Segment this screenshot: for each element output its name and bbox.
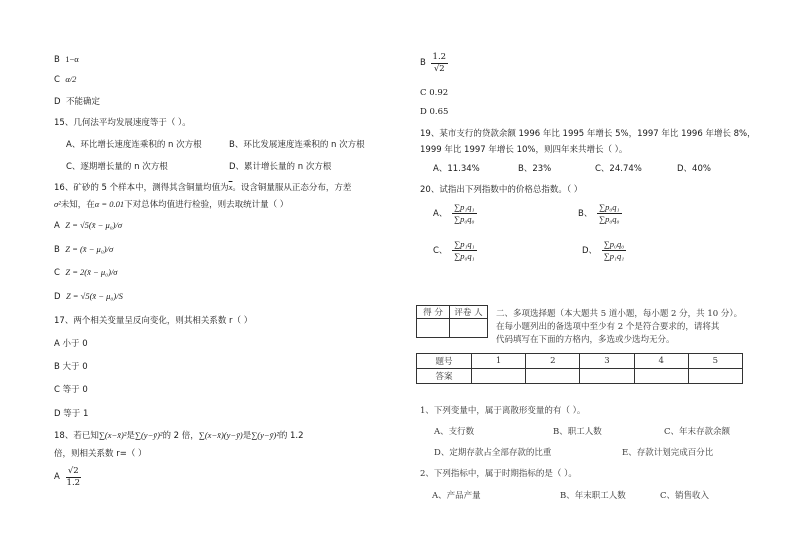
q19-stem-line2: 1999 年比 1997 年增长 10%，则四年来共增长（ ）。 bbox=[420, 145, 628, 155]
q15-option-b: B、环比发展速度连乘积的 n 次方根 bbox=[229, 140, 365, 150]
fraction-numerator: ∑p₀q₀ bbox=[603, 239, 625, 249]
q18-option-b bbox=[420, 53, 450, 73]
section2-instructions-line2: 代码填写在下面的方格内，多选或少选均无分。 bbox=[496, 335, 675, 345]
q14-option-b bbox=[54, 54, 79, 65]
option-formula: Z = (x̄ − μ₀)/σ bbox=[65, 244, 114, 254]
mq2-option-a: A、产品产量 bbox=[432, 491, 481, 501]
q19-option-d: D、40% bbox=[677, 164, 711, 174]
section2-instructions-line1: 在每小题列出的备选项中至少有 2 个是符合要求的，请将其 bbox=[496, 322, 720, 332]
fraction-denominator: ∑p₀q₁ bbox=[454, 250, 475, 261]
answer-table bbox=[416, 353, 743, 384]
q17-option-c: C 等于 0 bbox=[54, 385, 88, 395]
fraction-numerator: ∑p₀q₁ bbox=[599, 202, 620, 212]
q20-option-c bbox=[433, 240, 479, 260]
mq2-option-b: B、年末职工人数 bbox=[560, 491, 626, 501]
q18-option-d: D 0.65 bbox=[420, 107, 449, 117]
sum-expression: ∑(x−x̄)² bbox=[98, 430, 127, 440]
answer-cell[interactable] bbox=[580, 369, 634, 384]
q17-option-d: D 等于 1 bbox=[54, 409, 89, 419]
q17-option-b: B 大于 0 bbox=[54, 362, 88, 372]
option-letter: C、 bbox=[433, 246, 448, 256]
fraction-numerator: ∑p₁q₁ bbox=[454, 202, 475, 212]
option-formula: Z = 2(x̄ − μ₀)/σ bbox=[65, 267, 118, 277]
sum-expression: ∑(y−ȳ)² bbox=[251, 430, 279, 440]
option-letter: D bbox=[54, 97, 61, 107]
q16-stem-line1 bbox=[54, 181, 351, 193]
stem-text: 未知，在 bbox=[60, 200, 95, 210]
option-letter: B bbox=[54, 55, 60, 65]
q16-option-c bbox=[54, 267, 118, 278]
question-number-label: 题号 bbox=[417, 354, 472, 369]
mq1-option-b: B、职工人数 bbox=[553, 427, 602, 437]
q15-option-c: C、逐期增长量的 n 次方根 bbox=[66, 162, 168, 172]
mq1-option-d: D、定期存款占全部存款的比重 bbox=[434, 448, 552, 458]
fraction-numerator: 1.2 bbox=[432, 52, 447, 62]
q16-option-b bbox=[54, 244, 113, 255]
fraction-denominator: ∑p₀q₀ bbox=[454, 213, 475, 224]
sigma-squared: σ² bbox=[54, 199, 61, 209]
q18-stem-line1 bbox=[54, 429, 304, 441]
q16-stem-line2 bbox=[54, 198, 288, 210]
answer-table-header-row bbox=[417, 354, 743, 369]
q16-option-d bbox=[54, 291, 123, 302]
option-letter: D、 bbox=[582, 246, 598, 256]
stem-text: 是 bbox=[242, 431, 252, 441]
option-letter: B、 bbox=[578, 209, 593, 219]
option-letter: C bbox=[54, 268, 60, 278]
x-bar: $\overline{x}$ bbox=[228, 182, 233, 192]
mq2-stem: 2、下列指标中，属于时期指标的是（ ）。 bbox=[420, 469, 577, 479]
mq1-option-a: A、支行数 bbox=[434, 427, 475, 437]
fraction bbox=[452, 203, 476, 223]
score-cell[interactable] bbox=[417, 319, 450, 338]
option-formula: Z = √5(x̄ − μ₀)/S bbox=[65, 291, 123, 301]
mq1-option-e: E、存款计划完成百分比 bbox=[622, 448, 714, 458]
option-formula: 1−α bbox=[65, 54, 79, 64]
stem-text: 。设含铜量服从正态分布，方差 bbox=[232, 183, 352, 193]
sum-expression: ∑(x−x̄)(y−ȳ) bbox=[198, 430, 243, 440]
score-box bbox=[416, 305, 488, 338]
q19-option-c: C、24.74% bbox=[595, 164, 642, 174]
fraction-denominator: ∑p₀q₀ bbox=[599, 213, 620, 224]
q17-option-a: A 小于 0 bbox=[54, 339, 88, 349]
stem-text: 的 1.2 bbox=[278, 431, 304, 441]
q19-stem-line1: 19、某市支行的贷款余额 1996 年比 1995 年增长 5%，1997 年比 1996 年增长 8%， bbox=[420, 129, 756, 139]
question-number: 5 bbox=[688, 354, 742, 369]
q20-stem: 20、试指出下列指数中的价格总指数。（ ） bbox=[420, 185, 583, 195]
mq1-stem: 1、下列变量中，属于离散形变量的有（ ）。 bbox=[420, 406, 586, 416]
q19-option-b: B、23% bbox=[518, 164, 552, 174]
option-letter: A、 bbox=[433, 209, 448, 219]
q17-stem: 17、两个相关变量呈反向变化，则其相关系数 r（ ） bbox=[54, 316, 253, 326]
q14-option-d bbox=[54, 95, 100, 107]
stem-text: 的 2 倍， bbox=[162, 431, 199, 441]
answer-cell[interactable] bbox=[688, 369, 742, 384]
option-letter: A bbox=[54, 472, 60, 482]
mq1-option-c: C、年末存款余额 bbox=[664, 427, 731, 437]
score-header: 得 分 bbox=[417, 306, 450, 319]
fraction bbox=[602, 240, 626, 260]
q20-option-d bbox=[582, 240, 628, 260]
option-text: 不能确定 bbox=[65, 97, 100, 107]
q15-stem: 15、几何法平均发展速度等于（ ）。 bbox=[54, 118, 191, 128]
answer-label: 答案 bbox=[417, 369, 472, 384]
stem-text: 下对总体均值进行检验，则去取统计量（ ） bbox=[124, 200, 289, 210]
fraction bbox=[597, 203, 621, 223]
question-number: 1 bbox=[472, 354, 526, 369]
option-letter: D bbox=[54, 292, 61, 302]
fraction bbox=[65, 467, 83, 487]
sum-expression: ∑(y−ȳ)² bbox=[134, 430, 163, 440]
stem-text: 16、矿砂的 5 个样本中，测得其含铜量均值为 bbox=[54, 183, 229, 193]
fraction-numerator: ∑p₁q₁ bbox=[454, 239, 475, 249]
option-letter: A bbox=[54, 221, 60, 231]
answer-table-answer-row bbox=[417, 369, 743, 384]
q20-option-b bbox=[578, 203, 624, 223]
q18-option-a bbox=[54, 467, 84, 487]
grader-header: 评卷 人 bbox=[450, 306, 488, 319]
q20-option-a bbox=[433, 203, 479, 223]
fraction bbox=[431, 53, 449, 73]
fraction-denominator: ∑p₁q₁ bbox=[603, 250, 625, 261]
q19-option-a: A、11.34% bbox=[433, 164, 480, 174]
question-number: 4 bbox=[634, 354, 688, 369]
option-letter: C bbox=[54, 75, 60, 85]
mq2-option-c: C、销售收入 bbox=[660, 491, 710, 501]
section2-heading: 二、多项选择题（本大题共 5 道小题，每小题 2 分，共 10 分）。 bbox=[496, 309, 743, 319]
fraction-numerator: √2 bbox=[67, 466, 79, 476]
option-letter: B bbox=[54, 245, 60, 255]
q15-option-d: D、累计增长量的 n 次方根 bbox=[229, 162, 332, 172]
option-formula: α/2 bbox=[65, 74, 77, 84]
q18-stem-line2: 倍，则相关系数 r=（ ） bbox=[54, 449, 147, 459]
answer-cell[interactable] bbox=[634, 369, 688, 384]
answer-cell[interactable] bbox=[472, 369, 526, 384]
stem-text: 是 bbox=[126, 431, 135, 441]
fraction-denominator: √2 bbox=[433, 63, 445, 74]
q16-option-a bbox=[54, 220, 122, 231]
option-formula: Z = √5(x̄ − μ₀)/σ bbox=[65, 220, 123, 230]
option-letter: B bbox=[420, 58, 426, 68]
question-number: 3 bbox=[580, 354, 634, 369]
stem-text: 18、若已知 bbox=[54, 431, 99, 441]
q15-option-a: A、环比增长速度连乘积的 n 次方根 bbox=[66, 140, 202, 150]
fraction bbox=[452, 240, 476, 260]
alpha-value: α = 0.01 bbox=[94, 199, 125, 209]
question-number: 2 bbox=[526, 354, 580, 369]
q18-option-c: C 0.92 bbox=[420, 88, 449, 98]
fraction-denominator: 1.2 bbox=[66, 477, 81, 488]
answer-cell[interactable] bbox=[526, 369, 580, 384]
q14-option-c bbox=[54, 74, 76, 85]
grader-cell[interactable] bbox=[450, 319, 488, 338]
